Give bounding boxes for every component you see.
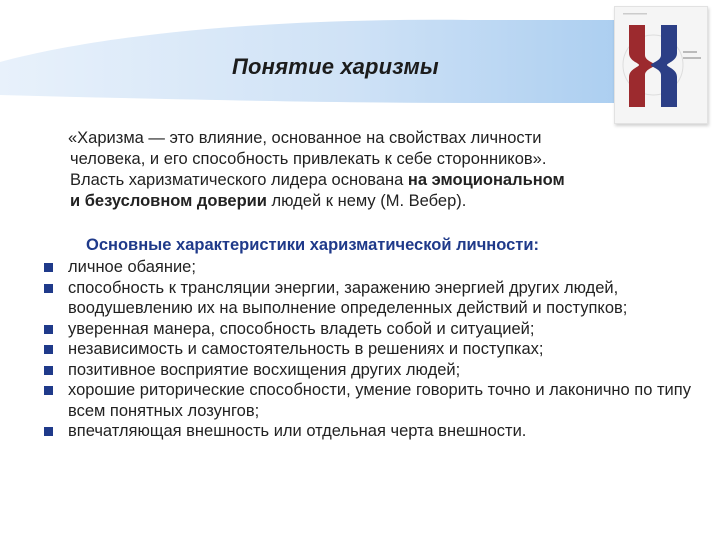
- list-item-text: уверенная манера, способность владеть собой и ситуацией;: [68, 319, 535, 338]
- square-bullet-icon: [44, 427, 53, 436]
- quote-text: «Харизма — это влияние, основанное на свойствах личности: [68, 129, 542, 147]
- list-item: [44, 257, 704, 278]
- characteristics-heading: Основные характеристики харизматической личности:: [86, 236, 539, 254]
- square-bullet-icon: [44, 345, 53, 354]
- square-bullet-icon: [44, 386, 53, 395]
- slide-title: Понятие харизмы: [232, 54, 439, 79]
- quote-block: [66, 128, 716, 212]
- list-item-text: хорошие риторические способности, умение говорить точно и лаконично по типу всем понятных лозунгов;: [68, 381, 691, 420]
- list-item: [44, 278, 704, 319]
- quote-line: [66, 191, 716, 212]
- square-bullet-icon: [44, 325, 53, 334]
- quote-text: Власть харизматического лидера основана: [70, 171, 408, 189]
- list-item-text: личное обаяние;: [68, 258, 196, 276]
- list-item: [44, 421, 704, 442]
- list-item-text: позитивное восприятие восхищения других людей;: [68, 360, 461, 379]
- list-item: [44, 380, 704, 421]
- quote-emphasis: и безусловном доверии: [70, 192, 267, 210]
- list-item: [44, 319, 704, 340]
- quote-line: [66, 149, 716, 170]
- square-bullet-icon: [44, 366, 53, 375]
- quote-emphasis: на эмоциональном: [407, 171, 565, 189]
- quote-text: человека, и его способность привлекать к себе сторонников».: [70, 150, 547, 168]
- list-item: [44, 339, 704, 360]
- list-item-text: способность к трансляции энергии, заражению энергией других людей, воодушевлению их на выполнение определенных действий и поступков;: [68, 278, 628, 317]
- list-item-text: независимость и самостоятельность в решениях и поступках;: [68, 340, 544, 358]
- book-cover-icon: [614, 6, 708, 124]
- characteristics-list: [44, 257, 704, 442]
- quote-line: [66, 170, 716, 191]
- quote-line: [66, 128, 716, 149]
- square-bullet-icon: [44, 263, 53, 272]
- list-item-text: впечатляющая внешность или отдельная черта внешности.: [68, 422, 527, 440]
- list-item: [44, 360, 704, 381]
- quote-text: людей к нему (М. Вебер).: [266, 192, 467, 210]
- square-bullet-icon: [44, 284, 53, 293]
